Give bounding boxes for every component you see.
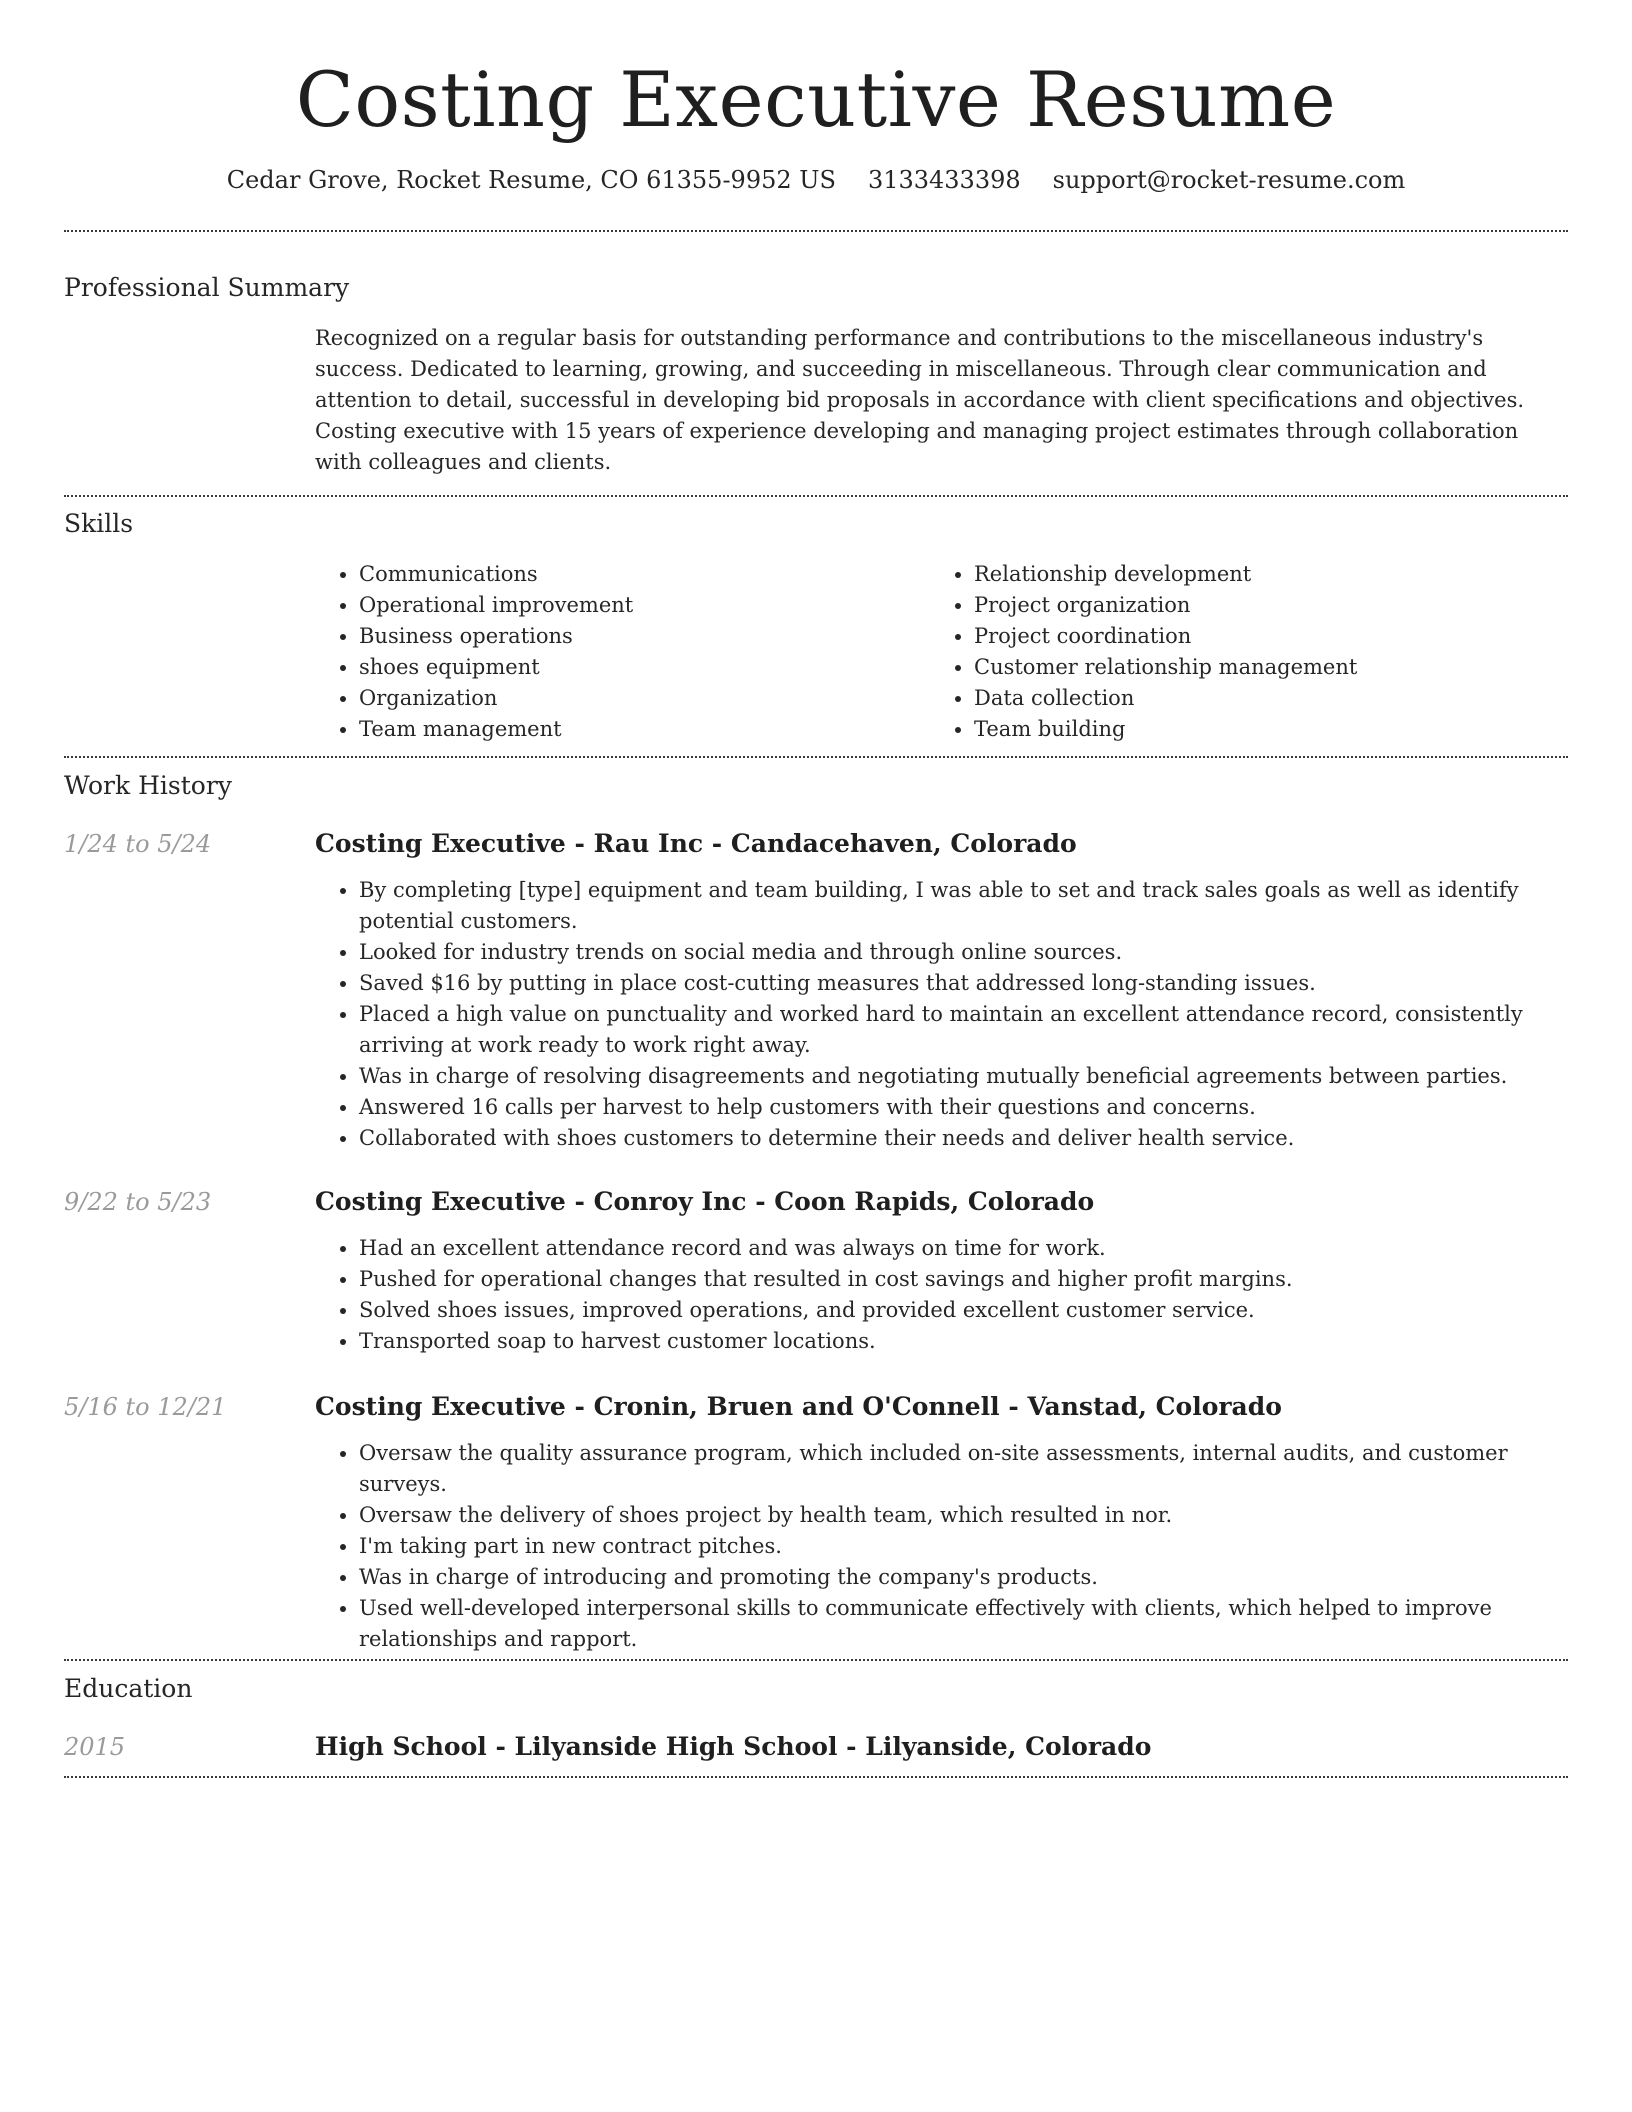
education-title: High School - Lilyanside High School - Lilyanside, Colorado [315, 1732, 1152, 1761]
resume-page [64, 0, 1568, 1778]
job-entry [64, 1185, 1568, 1357]
job-bullet: • Answered 16 calls per harvest to help customers with their questions and concerns. [359, 1092, 1568, 1123]
skill-item: • Operational improvement [359, 590, 930, 621]
contact-phone: 3133433398 [867, 166, 1021, 194]
job-bullet: • Looked for industry trends on social media and through online sources. [359, 937, 1568, 968]
skills-list-left [315, 559, 930, 745]
skill-item: • shoes equipment [359, 652, 930, 683]
job-title: Costing Executive - Rau Inc - Candacehaven, Colorado [315, 829, 1077, 858]
job-bullet: • Was in charge of resolving disagreements and negotiating mutually beneficial agreements between parties. [359, 1061, 1568, 1092]
job-bullet: • Oversaw the quality assurance program, which included on-site assessments, internal audits, and customer surveys. [359, 1438, 1568, 1500]
summary-section [64, 232, 1568, 478]
skills-grid [315, 559, 1568, 745]
job-bullet: • Collaborated with shoes customers to determine their needs and deliver health service. [359, 1123, 1568, 1154]
section-divider [64, 1776, 1568, 1778]
job-bullet: • I'm taking part in new contract pitches. [359, 1531, 1568, 1562]
education-dates: 2015 [64, 1733, 126, 1761]
skills-section [64, 497, 1568, 745]
skills-list-right [930, 559, 1545, 745]
skill-item: • Project organization [974, 590, 1545, 621]
skill-item: • Data collection [974, 683, 1545, 714]
job-dates: 5/16 to 12/21 [64, 1393, 227, 1421]
job-bullet: • Had an excellent attendance record and was always on time for work. [359, 1233, 1568, 1264]
section-title-work: Work History [64, 771, 232, 800]
skill-item: • Team building [974, 714, 1545, 745]
skill-item: • Team management [359, 714, 930, 745]
skill-item: • Customer relationship management [974, 652, 1545, 683]
skill-item: • Project coordination [974, 621, 1545, 652]
job-bullet: • Placed a high value on punctuality and worked hard to maintain an excellent attendance record, consistently arriving at work ready to work right away. [359, 999, 1568, 1061]
job-bullet: • Solved shoes issues, improved operations, and provided excellent customer service. [359, 1295, 1568, 1326]
skill-item: • Communications [359, 559, 930, 590]
resume-title: Costing Executive Resume [295, 55, 1337, 144]
section-title-summary: Professional Summary [64, 273, 350, 302]
job-bullet: • Used well-developed interpersonal skills to communicate effectively with clients, which helped to improve relationships and rapport. [359, 1593, 1568, 1655]
education-section [64, 1661, 1568, 1764]
job-entry [64, 827, 1568, 1154]
job-title: Costing Executive - Cronin, Bruen and O'Connell - Vanstad, Colorado [315, 1392, 1282, 1421]
job-entry [64, 1390, 1568, 1655]
skill-item: • Business operations [359, 621, 930, 652]
job-bullets [315, 1233, 1568, 1357]
job-bullet: • Saved $16 by putting in place cost-cutting measures that addressed long-standing issues. [359, 968, 1568, 999]
job-bullets [315, 1438, 1568, 1655]
job-bullet: • Pushed for operational changes that resulted in cost savings and higher profit margins. [359, 1264, 1568, 1295]
education-entry [64, 1730, 1568, 1764]
skill-item: • Organization [359, 683, 930, 714]
resume-header [64, 0, 1568, 196]
work-history-section [64, 758, 1568, 1655]
job-bullet: • Oversaw the delivery of shoes project by health team, which resulted in nor. [359, 1500, 1568, 1531]
section-title-skills: Skills [64, 509, 134, 538]
job-bullet: • By completing [type] equipment and team building, I was able to set and track sales goals as well as identify potential customers. [359, 875, 1568, 937]
job-bullet: • Transported soap to harvest customer locations. [359, 1326, 1568, 1357]
job-dates: 9/22 to 5/23 [64, 1188, 212, 1216]
contact-email: support@rocket-resume.com [1052, 166, 1406, 194]
section-title-education: Education [64, 1674, 193, 1703]
job-bullets [315, 875, 1568, 1154]
summary-text: Recognized on a regular basis for outstanding performance and contributions to the miscellaneous industry's success. Dedicated to learning, growing, and succeeding in miscellaneous. Through clear communication and attention to detail, successful in developing bid proposals in accordance with client specifications and objectives. Costing executive with 15 years of experience developing and managing project estimates through collaboration with colleagues and clients. [315, 326, 1525, 474]
skill-item: • Relationship development [974, 559, 1545, 590]
job-bullet: • Was in charge of introducing and promoting the company's products. [359, 1562, 1568, 1593]
job-dates: 1/24 to 5/24 [64, 830, 212, 858]
contact-address: Cedar Grove, Rocket Resume, CO 61355-9952 US [226, 166, 836, 194]
job-title: Costing Executive - Conroy Inc - Coon Rapids, Colorado [315, 1187, 1095, 1216]
contact-line [64, 164, 1568, 196]
